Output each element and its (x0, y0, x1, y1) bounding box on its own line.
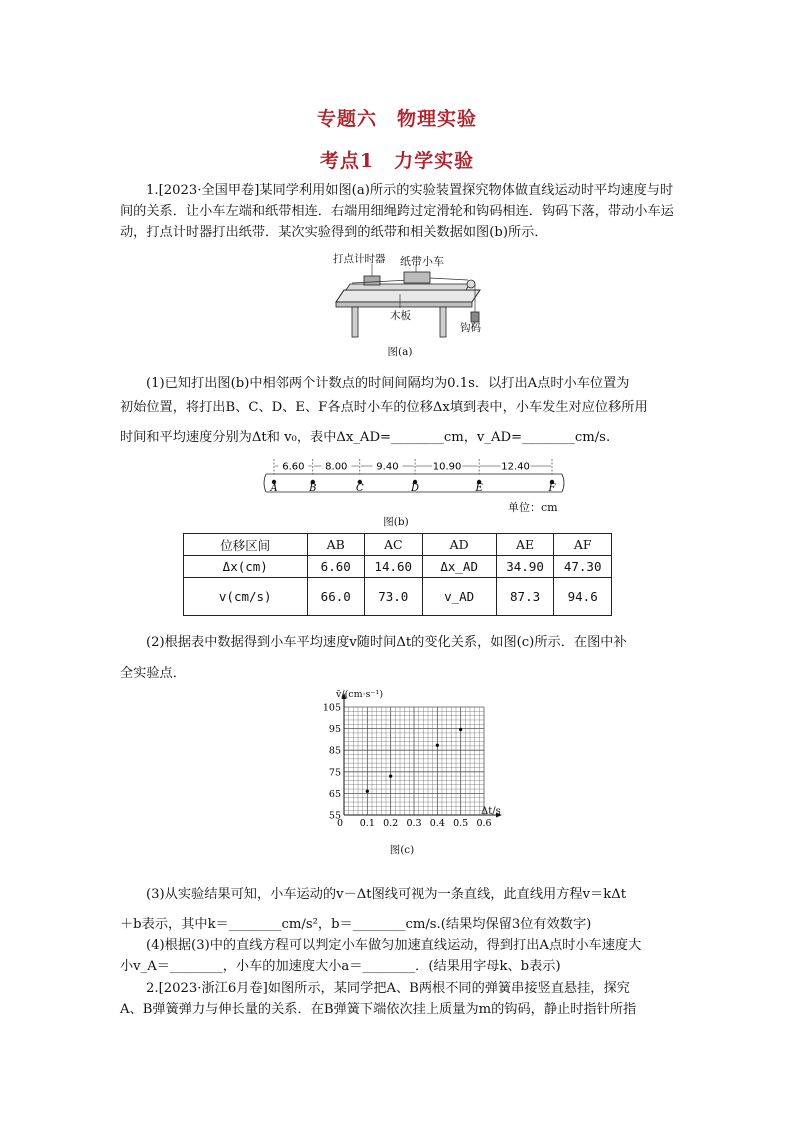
table-cell: 73.0 (364, 578, 422, 616)
q2-line1: 2.[2023·浙江6月卷]如图所示，某同学把A、B两根不同的弹簧串接竖直悬挂，探究 (146, 981, 630, 996)
table-cell: Δx_AD (422, 556, 496, 578)
fig-a-label-weight: 钩码 (460, 322, 481, 334)
table-leg (352, 307, 358, 337)
q2-line2: A、B弹簧弹力与伸长量的关系．在B弹簧下端依次挂上质量为m的钩码，静止时指针所指 (120, 1002, 637, 1017)
x-tick-label: 0.1 (359, 818, 375, 829)
segment-label: 8.00 (325, 461, 348, 473)
tape-point-label: B (309, 483, 317, 494)
paper-tape (352, 280, 410, 283)
x-tick-label: 0.2 (383, 818, 399, 829)
chart-ylabel: v̄/(cm·s⁻¹) (336, 689, 384, 700)
chart-xlabel: Δt/s (481, 806, 501, 817)
page-title: 专题六 物理实验 (316, 108, 477, 130)
table-cell: v(cm/s) (184, 578, 308, 616)
x-tick-label: 0 (336, 818, 344, 829)
table-cell: Δx(cm) (184, 556, 308, 578)
part2-line2: 全实验点． (120, 666, 186, 681)
part1-line1: (1)已知打出图(b)中相邻两个计数点的时间间隔均为0.1s．以打出A点时小车位置为 (146, 376, 630, 391)
tape-point-label: C (355, 483, 364, 494)
y-tick-label: 65 (328, 788, 341, 800)
data-point (389, 775, 392, 778)
part3-line1: (3)从实验结果可知，小车运动的v－Δt图线可视为一条直线，此直线用方程v＝kΔt (146, 887, 627, 902)
part1-line3: 时间和平均速度分别为Δt和 v₀，表中Δx_AD=________cm，v_AD=________cm/s. (120, 430, 611, 445)
part1-line2: 初始位置，将打出B、C、D、E、F各点时小车的位移Δx填到表中，小车发生对应位移所用 (120, 400, 648, 415)
tape-point-label: F (548, 483, 556, 494)
section-title: 考点1 力学实验 (319, 150, 475, 172)
table-header: AC (364, 534, 422, 556)
part4-line2: 小v_A＝________，小车的加速度大小a＝________．(结果用字母k、b表示) (120, 959, 561, 974)
fig-a-label-cart: 纸带小车 (400, 255, 444, 268)
data-table (183, 533, 612, 616)
q1-intro: 1.[2023·全国甲卷]某同学利用如图(a)所示的实验装置探究物体做直线运动时平均速度与时间的关系．让小车左端和纸带相连．右端用细绳跨过定滑轮和钩码相连．钩码下落，带动小车运动，打点计时器打出纸带．某次实验得到的纸带和相关数据如图(b)所示． (120, 183, 674, 240)
y-tick-label: 55 (328, 810, 341, 822)
x-tick-label: 0.3 (406, 818, 422, 829)
x-tick-label: 0.5 (453, 818, 469, 829)
pulley-icon (467, 280, 475, 288)
x-tick-label: 0.4 (429, 818, 445, 829)
table-row (184, 578, 612, 616)
tape-point-label: A (270, 483, 278, 494)
table-leg (440, 307, 446, 337)
part2-line1: (2)根据表中数据得到小车平均速度v随时间Δt的变化关系，如图(c)所示．在图中补 (146, 635, 627, 650)
table-cell: 34.90 (496, 556, 554, 578)
tape-point-label: E (475, 483, 483, 494)
segment-label: 9.40 (376, 461, 399, 473)
segment-label: 12.40 (501, 461, 530, 473)
tape-point-label: D (411, 483, 420, 494)
fig-b-caption: 图(b) (383, 516, 409, 528)
segment-label: 6.60 (282, 461, 305, 473)
part3-line2: ＋b表示，其中k＝________cm/s²，b＝________cm/s.(结果均保留3位有效数字) (120, 917, 592, 932)
table-cell: 6.60 (307, 556, 364, 578)
segment-label: 10.90 (432, 461, 462, 473)
part4-line1: (4)根据(3)中的直线方程可以判定小车做匀加速直线运动，得到打出A点时小车速度大 (146, 938, 642, 953)
cart-icon (404, 272, 430, 283)
fig-b-unit: 单位：cm (508, 501, 558, 514)
data-point (459, 728, 462, 731)
timer-icon (364, 276, 380, 285)
x-tick-label: 0.6 (476, 818, 492, 829)
fig-c-caption: 图(c) (389, 844, 415, 856)
y-tick-label: 95 (328, 724, 341, 736)
y-tick-label: 75 (328, 767, 341, 779)
table-cell: 14.60 (364, 556, 422, 578)
fig-a-label-board: 木板 (390, 310, 411, 322)
table-cell: 87.3 (496, 578, 554, 616)
data-point (436, 744, 439, 747)
table-header: AE (496, 534, 554, 556)
table-cell: v_AD (422, 578, 496, 616)
fig-a-caption: 图(a) (387, 346, 413, 358)
table-header: AF (554, 534, 612, 556)
data-point (366, 790, 369, 793)
table-header-row (184, 534, 612, 556)
table-header: AB (307, 534, 364, 556)
table-top (336, 290, 480, 302)
y-tick-label: 85 (328, 745, 341, 757)
table-cell: 66.0 (307, 578, 364, 616)
table-cell: 94.6 (554, 578, 612, 616)
table-header: 位移区间 (184, 534, 308, 556)
table-cell: 47.30 (554, 556, 612, 578)
fig-a-label-timer: 打点计时器 (333, 253, 386, 265)
table-header: AD (422, 534, 496, 556)
y-tick-label: 105 (322, 702, 341, 714)
table-row (184, 556, 612, 578)
